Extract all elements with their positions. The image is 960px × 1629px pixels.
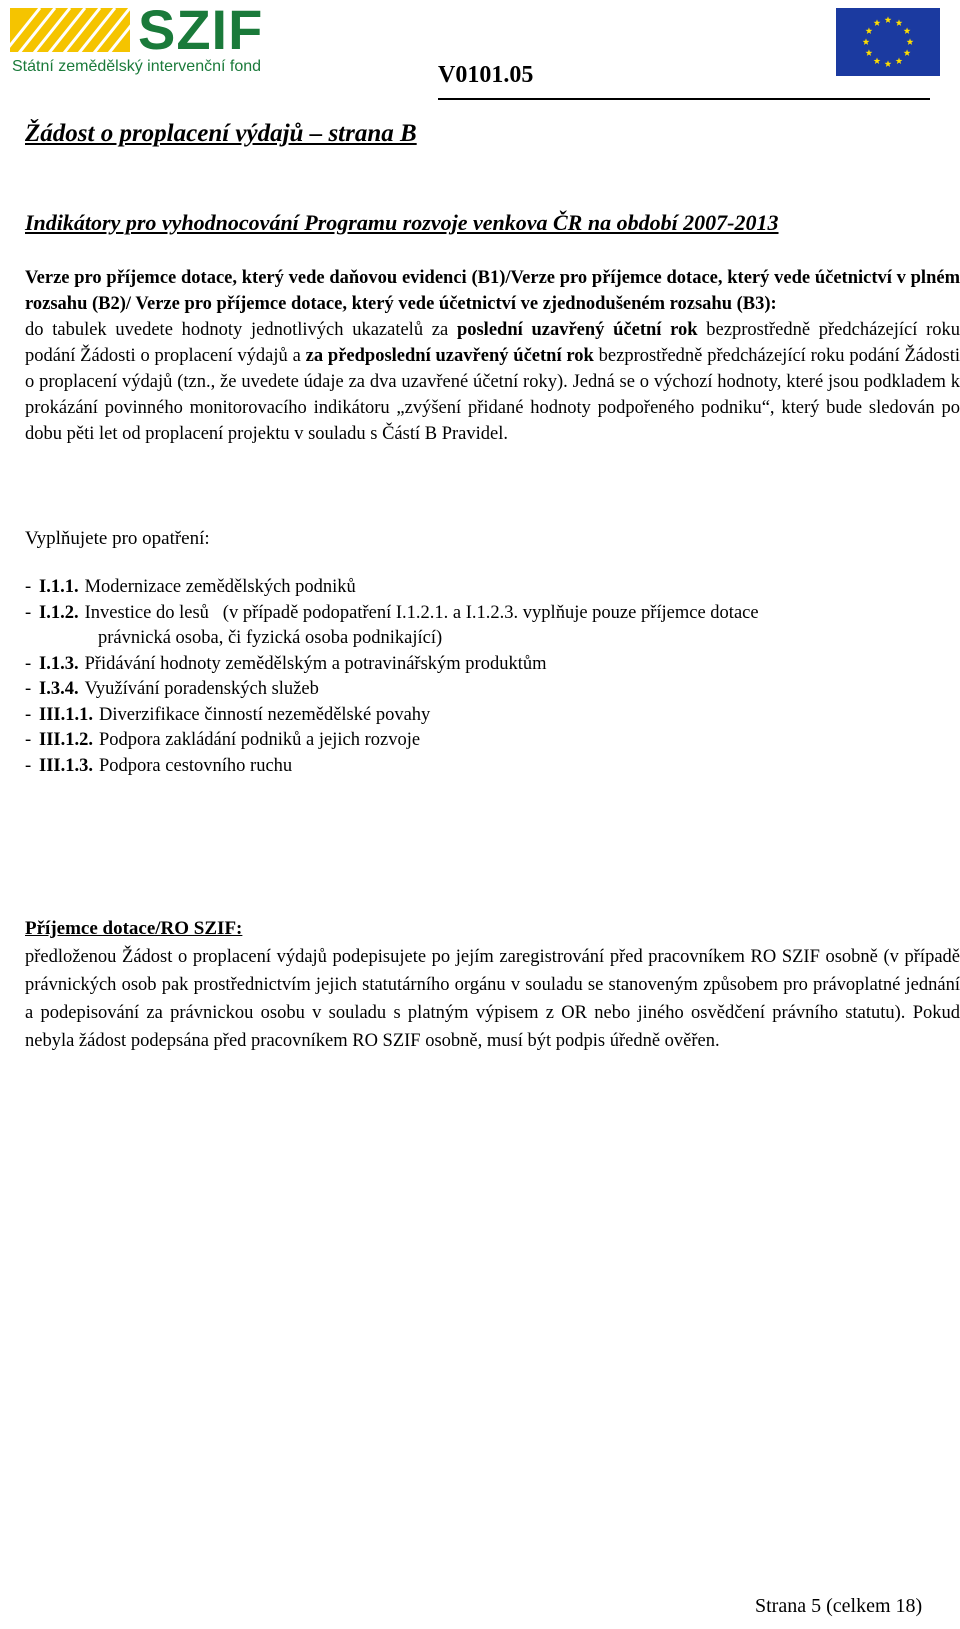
instr-bold-2: za předposlední uzavřený účetní rok (305, 346, 594, 366)
measure-code: I.1.2. (39, 602, 79, 623)
page-title: Žádost o proplacení výdajů – strana B (25, 120, 417, 147)
recipient-section (25, 915, 960, 1055)
recipient-text: předloženou Žádost o proplacení výdajů podepisujete po jejím zaregistrování před pracovníkem RO SZIF osobně (v případě právnických osob pak prostřednictvím jejich statutárního orgánu v souladu se stanoveným způsobem pro právoplatné jednání a podepisování za právnickou osobu v souladu s platným výpisem z OR nebo jiného osvědčení právního statutu). Pokud nebyla žádost podepsána před pracovníkem RO SZIF osobně, musí být podpis úředně ověřen. (25, 947, 960, 1051)
szif-logo-icon (10, 8, 130, 52)
list-dash: - (25, 653, 32, 674)
logo-wordmark: SZIF (138, 0, 264, 61)
list-item (25, 652, 960, 678)
list-item (25, 575, 960, 601)
measure-text: Podpora cestovního ruchu (98, 755, 293, 776)
measure-code: I.1.1. (39, 577, 79, 597)
measure-code: III.1.1. (39, 704, 93, 725)
list-dash: - (25, 679, 32, 699)
version-description: Verze pro příjemce dotace, který vede daňovou evidenci (B1)/Verze pro příjemce dotace, který vede účetnictví v plném rozsahu (B2)/ Verze pro příjemce dotace, který vede účetnictví ve zjednodušeném rozsahu (B3): (25, 268, 960, 314)
eu-flag-icon (836, 8, 940, 76)
list-item (25, 728, 960, 754)
instructions-paragraph (25, 317, 960, 447)
instr-text-3: bezprostředně předcházející roku podání Žádosti o proplacení výdajů (tzn., že uvedete údaje za dva uzavřené účetní roky). Jedná se o výchozí hodnoty, které jsou podkladem k prokázání povinného monitorovacího indikátoru „zvýšení přidané hodnoty podpořeného podniku“, který bude sledován po dobu pěti let od proplacení projektu v souladu s Částí B Pravidel. (25, 346, 960, 444)
measure-text: Podpora zakládání podniků a jejich rozvoje (98, 730, 421, 750)
measures-list (25, 575, 960, 779)
form-version: V0101.05 (438, 62, 534, 88)
list-item (25, 754, 960, 780)
header-divider (438, 98, 930, 100)
page-header (0, 0, 960, 104)
recipient-heading: Příjemce dotace/RO SZIF: (25, 918, 243, 939)
measures-heading: Vyplňujete pro opatření: (25, 528, 210, 549)
measure-text: Investice do lesů (v případě podopatření I.1.2.1. a I.1.2.3. vyplňuje pouze příjemce dotace (84, 602, 759, 623)
measure-text: Přidávání hodnoty zemědělským a potravinářským produktům (84, 653, 547, 674)
instructions-block (25, 265, 960, 447)
list-dash: - (25, 755, 32, 776)
measure-code: I.3.4. (39, 679, 79, 699)
measure-code: I.1.3. (39, 653, 79, 674)
instr-text-1: do tabulek uvedete hodnoty jednotlivých ukazatelů za (25, 320, 457, 340)
list-dash: - (25, 577, 32, 597)
measure-text: Modernizace zemědělských podniků (84, 577, 356, 597)
list-dash: - (25, 602, 32, 623)
list-item (25, 703, 960, 729)
measure-code: III.1.3. (39, 755, 93, 776)
measure-text: Diverzifikace činností nezemědělské povahy (98, 704, 431, 725)
instr-text-2: bezprostředně předcházející roku podání Žádosti o proplacení výdajů a (25, 320, 960, 366)
list-dash: - (25, 730, 32, 750)
instr-bold-1: poslední uzavřený účetní rok (456, 320, 698, 340)
list-item-continuation: právnická osoba, či fyzická osoba podnikající) (98, 628, 443, 648)
list-item (25, 601, 960, 627)
page-number: Strana 5 (celkem 18) (755, 1595, 923, 1617)
section-subtitle: Indikátory pro vyhodnocování Programu rozvoje venkova ČR na období 2007-2013 (25, 210, 779, 235)
measure-code: III.1.2. (39, 730, 93, 750)
list-item (25, 677, 960, 703)
logo-subtitle: Státní zemědělský intervenční fond (12, 58, 262, 75)
list-dash: - (25, 704, 32, 725)
measure-text: Využívání poradenských služeb (84, 679, 319, 699)
